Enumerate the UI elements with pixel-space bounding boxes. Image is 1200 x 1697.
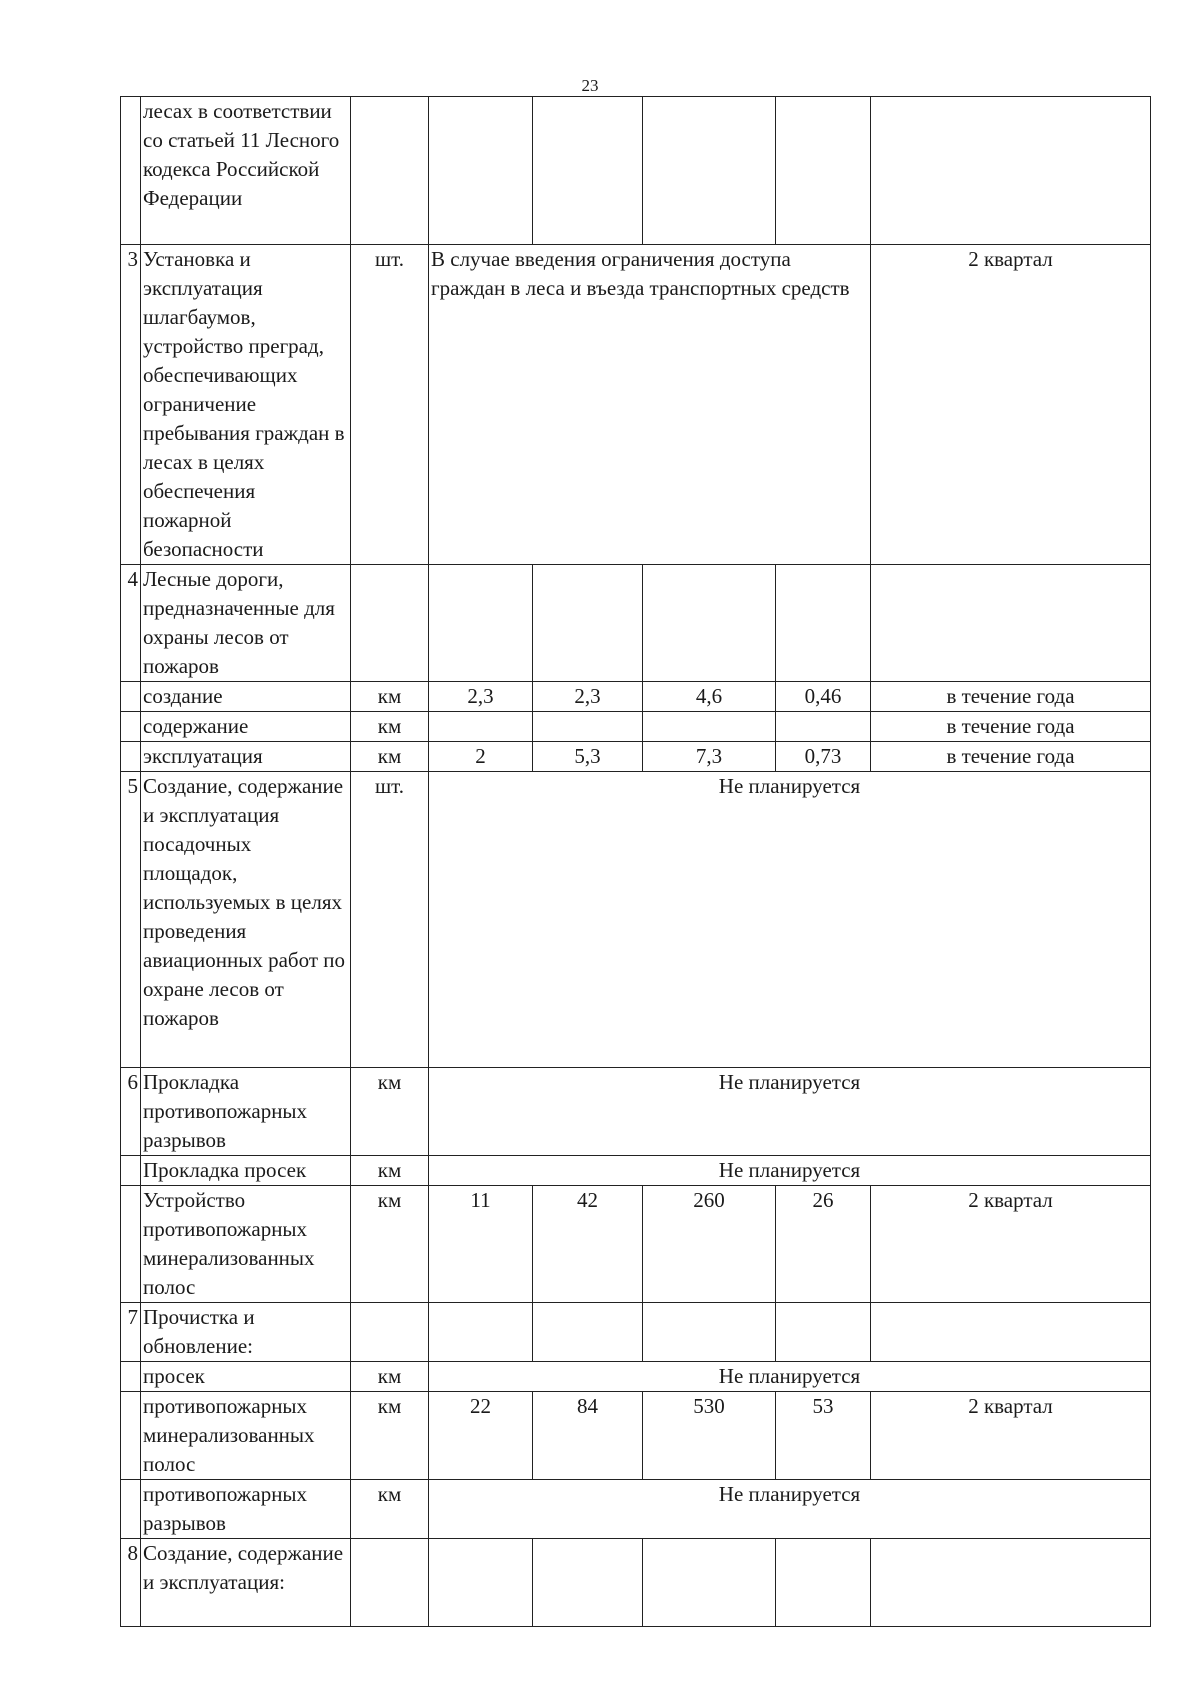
row-term: в течение года — [871, 712, 1151, 742]
not-planned-label: Не планируется — [429, 1362, 1151, 1392]
row-unit: шт. — [351, 772, 429, 1068]
row-name: Прокладка просек — [141, 1156, 351, 1186]
row-number — [121, 97, 141, 245]
cell-empty — [643, 97, 776, 245]
cell-empty — [776, 565, 871, 682]
row-name: просек — [141, 1362, 351, 1392]
cell-empty — [121, 1186, 141, 1303]
row-name: Прочистка и обновление: — [141, 1303, 351, 1362]
value-4: 26 — [776, 1186, 871, 1303]
row-name: Устройство противопожарных минерализованных полос — [141, 1186, 351, 1303]
row-name: Создание, содержание и эксплуатация: — [141, 1539, 351, 1627]
cell-empty — [871, 97, 1151, 245]
row-name: содержание — [141, 712, 351, 742]
value-1: 11 — [429, 1186, 533, 1303]
row-name: Создание, содержание и эксплуатация посадочных площадок, используемых в целях проведения авиационных работ по охране лесов от пожаров — [141, 772, 351, 1068]
not-planned-label: Не планируется — [429, 1068, 1151, 1156]
value-3: 4,6 — [643, 682, 776, 712]
row-term: 2 квартал — [871, 245, 1151, 565]
value-3: 7,3 — [643, 742, 776, 772]
value-1: 2 — [429, 742, 533, 772]
value-4: 0,46 — [776, 682, 871, 712]
value-2: 84 — [533, 1392, 643, 1480]
table-row — [121, 97, 1151, 245]
cell-empty — [429, 565, 533, 682]
row-note: В случае введения ограничения доступа граждан в леса и въезда транспортных средств — [429, 245, 871, 565]
row-number: 7 — [121, 1303, 141, 1362]
value-1: 22 — [429, 1392, 533, 1480]
row-name: Установка и эксплуатация шлагбаумов, устройство преград, обеспечивающих ограничение пребывания граждан в лесах в целях обеспечения пожарной безопасности — [141, 245, 351, 565]
table-row — [121, 565, 1151, 682]
row-unit: км — [351, 1068, 429, 1156]
cell-empty — [429, 1303, 533, 1362]
table-row — [121, 1156, 1151, 1186]
not-planned-label: Не планируется — [429, 1480, 1151, 1539]
row-unit: км — [351, 742, 429, 772]
row-number: 8 — [121, 1539, 141, 1627]
not-planned-label: Не планируется — [429, 1156, 1151, 1186]
row-number: 3 — [121, 245, 141, 565]
cell-empty — [533, 97, 643, 245]
row-name: противопожарных разрывов — [141, 1480, 351, 1539]
row-unit: шт. — [351, 245, 429, 565]
value-3: 530 — [643, 1392, 776, 1480]
table-row — [121, 1392, 1151, 1480]
cell-empty — [643, 1303, 776, 1362]
cell-empty — [533, 1303, 643, 1362]
page-number: 23 — [581, 76, 599, 95]
table-row — [121, 1186, 1151, 1303]
row-unit: км — [351, 1156, 429, 1186]
cell-empty — [351, 1539, 429, 1627]
cell-empty — [429, 712, 533, 742]
row-unit: км — [351, 1186, 429, 1303]
row-number: 4 — [121, 565, 141, 682]
cell-empty — [121, 1392, 141, 1480]
value-2: 42 — [533, 1186, 643, 1303]
value-1: 2,3 — [429, 682, 533, 712]
cell-empty — [429, 1539, 533, 1627]
cell-empty — [121, 712, 141, 742]
row-name: Прокладка противопожарных разрывов — [141, 1068, 351, 1156]
row-name: противопожарных минерализованных полос — [141, 1392, 351, 1480]
cell-empty — [643, 712, 776, 742]
value-4: 53 — [776, 1392, 871, 1480]
row-name: эксплуатация — [141, 742, 351, 772]
row-term: 2 квартал — [871, 1392, 1151, 1480]
table-row — [121, 682, 1151, 712]
value-2: 2,3 — [533, 682, 643, 712]
row-number: 6 — [121, 1068, 141, 1156]
cell-empty — [776, 97, 871, 245]
table-row — [121, 712, 1151, 742]
cell-empty — [871, 565, 1151, 682]
cell-empty — [121, 1362, 141, 1392]
row-name: лесах в соответствии со статьей 11 Лесного кодекса Российской Федерации — [141, 97, 351, 245]
cell-empty — [351, 1303, 429, 1362]
table-row — [121, 1362, 1151, 1392]
cell-empty — [871, 1539, 1151, 1627]
row-term: в течение года — [871, 682, 1151, 712]
cell-empty — [776, 1539, 871, 1627]
cell-empty — [121, 1480, 141, 1539]
cell-empty — [776, 712, 871, 742]
row-unit: км — [351, 1392, 429, 1480]
table-row — [121, 742, 1151, 772]
cell-empty — [643, 1539, 776, 1627]
value-4: 0,73 — [776, 742, 871, 772]
cell-empty — [121, 682, 141, 712]
row-number: 5 — [121, 772, 141, 1068]
table-row — [121, 1303, 1151, 1362]
not-planned-label: Не планируется — [429, 772, 1151, 1068]
cell-empty — [871, 1303, 1151, 1362]
table-row — [121, 1480, 1151, 1539]
table-row — [121, 245, 1151, 565]
row-name: создание — [141, 682, 351, 712]
cell-empty — [121, 742, 141, 772]
cell-empty — [351, 565, 429, 682]
row-unit: км — [351, 682, 429, 712]
cell-empty — [533, 712, 643, 742]
table-row — [121, 1068, 1151, 1156]
value-3: 260 — [643, 1186, 776, 1303]
cell-empty — [776, 1303, 871, 1362]
cell-empty — [121, 1156, 141, 1186]
table-row — [121, 772, 1151, 1068]
row-name: Лесные дороги, предназначенные для охраны лесов от пожаров — [141, 565, 351, 682]
cell-empty — [533, 565, 643, 682]
cell-empty — [429, 97, 533, 245]
value-2: 5,3 — [533, 742, 643, 772]
fire-safety-plan-table — [120, 96, 1151, 1627]
cell-empty — [643, 565, 776, 682]
row-term: в течение года — [871, 742, 1151, 772]
table-row — [121, 1539, 1151, 1627]
row-term: 2 квартал — [871, 1186, 1151, 1303]
row-unit: км — [351, 1362, 429, 1392]
row-unit: км — [351, 1480, 429, 1539]
cell-empty — [351, 97, 429, 245]
row-unit: км — [351, 712, 429, 742]
cell-empty — [533, 1539, 643, 1627]
